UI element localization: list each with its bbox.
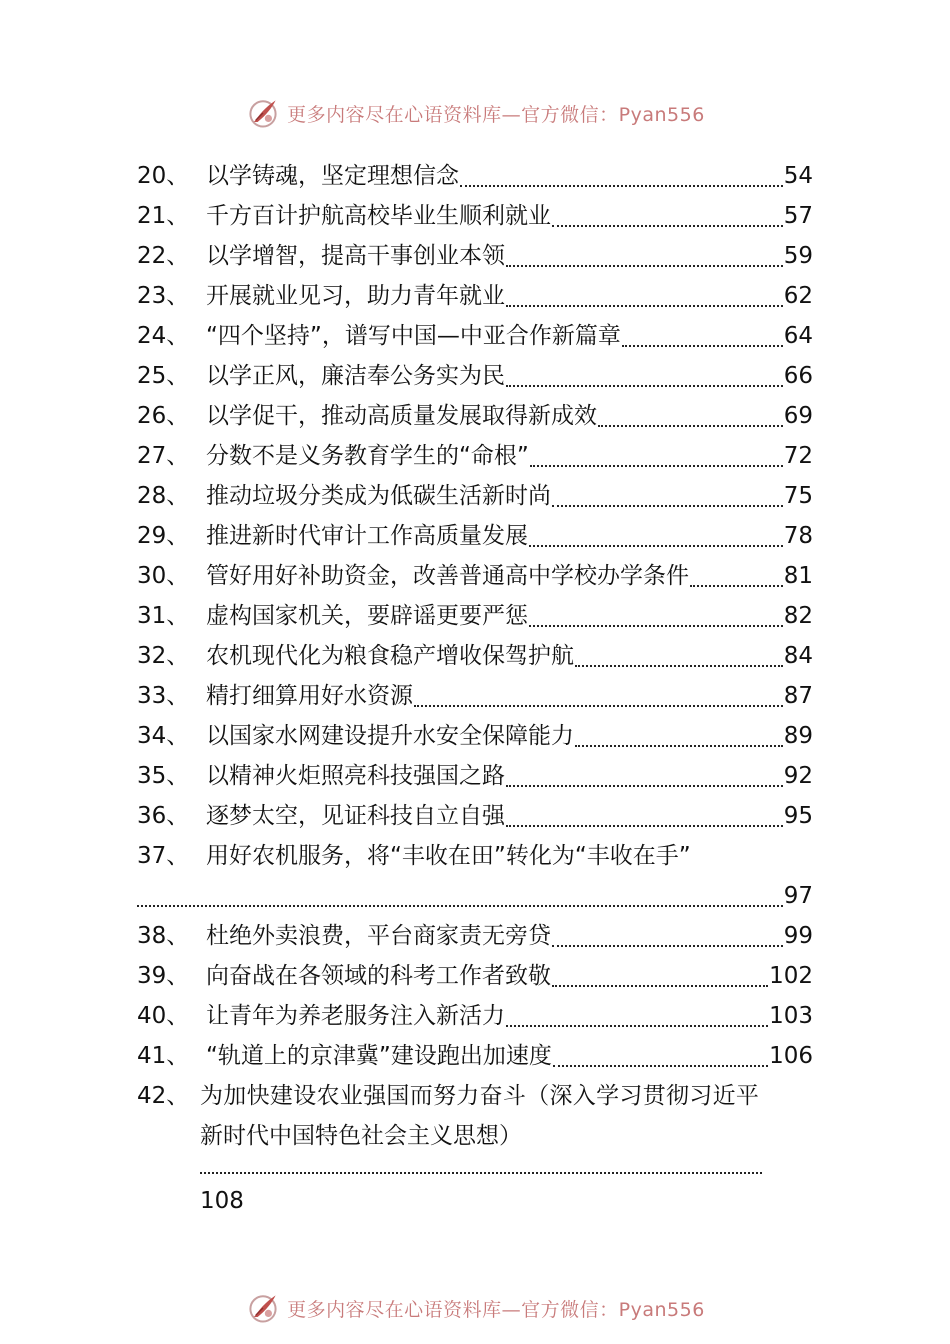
dot-leader	[552, 945, 783, 947]
toc-entry[interactable]	[137, 716, 813, 756]
toc-entry[interactable]	[137, 396, 813, 436]
toc-number: 39、	[137, 963, 190, 989]
toc-entry[interactable]	[137, 1036, 813, 1076]
dot-leader	[414, 705, 783, 707]
toc-number: 25、	[137, 363, 190, 389]
toc-number: 33、	[137, 683, 190, 709]
toc-page-number: 99	[783, 923, 813, 949]
toc-title: 精打细算用好水资源	[206, 683, 413, 709]
dot-leader	[506, 785, 783, 787]
toc-page-number: 92	[783, 763, 813, 789]
toc-page-number: 81	[783, 563, 813, 589]
toc-page-number: 89	[783, 723, 813, 749]
toc-page-number: 66	[783, 363, 813, 389]
toc-page-number: 95	[783, 803, 813, 829]
toc-number: 37、	[137, 843, 190, 869]
toc-number: 35、	[137, 763, 190, 789]
dot-leader	[552, 505, 783, 507]
toc-page-number: 87	[783, 683, 813, 709]
toc-entry[interactable]	[137, 156, 813, 196]
toc-page-number: 106	[769, 1043, 813, 1069]
toc-title: 以国家水网建设提升水安全保障能力	[206, 723, 574, 749]
toc-title: 用好农机服务，将“丰收在田”转化为“丰收在手”	[206, 843, 691, 869]
toc-entry[interactable]	[137, 436, 813, 476]
toc-page-number: 78	[783, 523, 813, 549]
toc-title: 推动垃圾分类成为低碳生活新时尚	[206, 483, 551, 509]
toc-title: 以学铸魂，坚定理想信念	[206, 163, 459, 189]
dot-leader	[575, 745, 783, 747]
toc-number: 21、	[137, 203, 190, 229]
toc-number: 30、	[137, 563, 190, 589]
toc-entry[interactable]	[137, 196, 813, 236]
toc-title: 千方百计护航高校毕业生顺利就业	[206, 203, 551, 229]
dot-leader	[598, 425, 783, 427]
toc-entry[interactable]	[137, 916, 813, 956]
toc-entry[interactable]	[137, 276, 813, 316]
banner-text: 更多内容尽在心语资料库—官方微信：Pyan556	[287, 103, 705, 126]
quill-logo-icon	[245, 95, 281, 131]
toc-title: 逐梦太空，见证科技自立自强	[206, 803, 505, 829]
toc-title: 推进新时代审计工作高质量发展	[206, 523, 528, 549]
dot-leader	[529, 545, 783, 547]
toc-page-number: 69	[783, 403, 813, 429]
dot-leader	[553, 1065, 768, 1067]
toc-page-number: 59	[783, 243, 813, 269]
toc-title: “轨道上的京津冀”建设跑出加速度	[206, 1043, 552, 1069]
toc-number: 32、	[137, 643, 190, 669]
toc-title: 开展就业见习，助力青年就业	[206, 283, 505, 309]
toc-title: 农机现代化为粮食稳产增收保驾护航	[206, 643, 574, 669]
quill-logo-icon	[245, 1290, 281, 1326]
dot-leader	[506, 265, 783, 267]
toc-number: 26、	[137, 403, 190, 429]
toc-number: 36、	[137, 803, 190, 829]
header-banner	[0, 93, 950, 133]
toc-title: 以精神火炬照亮科技强国之路	[206, 763, 505, 789]
toc-title: 让青年为养老服务注入新活力	[206, 1003, 505, 1029]
toc-number: 41、	[137, 1043, 190, 1069]
toc-entry[interactable]	[137, 596, 813, 636]
toc-number: 34、	[137, 723, 190, 749]
toc-title: 杜绝外卖浪费，平台商家责无旁贷	[206, 923, 551, 949]
toc-title: 以学正风，廉洁奉公务实为民	[206, 363, 505, 389]
toc-title: “四个坚持”，谱写中国—中亚合作新篇章	[206, 323, 621, 349]
toc-entry[interactable]	[137, 356, 813, 396]
toc-entry[interactable]	[137, 556, 813, 596]
toc-number: 20、	[137, 163, 190, 189]
toc-page-number: 64	[783, 323, 813, 349]
dot-leader	[137, 905, 783, 907]
dot-leader	[530, 465, 783, 467]
toc-title: 虚构国家机关，要辟谣更要严惩	[206, 603, 528, 629]
toc-page-number: 108	[200, 1188, 244, 1214]
toc-number: 24、	[137, 323, 190, 349]
banner-wechat-id: Pyan556	[618, 1298, 705, 1321]
dot-leader	[552, 985, 768, 987]
toc-entry[interactable]	[137, 676, 813, 716]
banner-wechat-id: Pyan556	[618, 103, 705, 126]
dot-leader	[506, 825, 783, 827]
toc-entry[interactable]	[137, 636, 813, 676]
toc-entry[interactable]	[137, 956, 813, 996]
toc-entry[interactable]	[137, 796, 813, 836]
toc-number: 40、	[137, 1003, 190, 1029]
toc-entry-42[interactable]	[137, 1076, 813, 1216]
banner-text: 更多内容尽在心语资料库—官方微信：Pyan556	[287, 1298, 705, 1321]
toc-entry[interactable]	[137, 236, 813, 276]
toc-title: 向奋战在各领域的科考工作者致敬	[206, 963, 551, 989]
toc-title: 为加快建设农业强国而努力奋斗（深入学习贯彻习近平	[200, 1083, 760, 1109]
dot-leader	[575, 665, 783, 667]
toc-number: 27、	[137, 443, 190, 469]
toc-entry-continuation	[137, 876, 813, 916]
toc-entry[interactable]	[137, 756, 813, 796]
dot-leader	[506, 305, 783, 307]
dot-leader	[506, 385, 783, 387]
dot-leader	[552, 225, 783, 227]
toc-number: 31、	[137, 603, 190, 629]
dot-leader	[460, 185, 783, 187]
toc-page-number: 102	[769, 963, 813, 989]
toc-page-number: 72	[783, 443, 813, 469]
toc-page-number: 97	[783, 883, 813, 909]
toc-title: 分数不是义务教育学生的“命根”	[206, 443, 529, 469]
toc-number: 28、	[137, 483, 190, 509]
toc-page-number: 62	[783, 283, 813, 309]
toc-number: 29、	[137, 523, 190, 549]
toc-number: 38、	[137, 923, 190, 949]
toc-page-number: 75	[783, 483, 813, 509]
toc-page-number: 54	[783, 163, 813, 189]
toc-number: 22、	[137, 243, 190, 269]
toc-entry[interactable]	[137, 996, 813, 1036]
toc-page-number: 82	[783, 603, 813, 629]
toc-page-number: 84	[783, 643, 813, 669]
dot-leader	[200, 1172, 762, 1174]
footer-banner	[0, 1288, 950, 1328]
toc-title: 以学促干，推动高质量发展取得新成效	[206, 403, 597, 429]
toc-entry[interactable]	[137, 476, 813, 516]
toc-number: 42、	[137, 1083, 190, 1109]
toc-entry[interactable]	[137, 836, 813, 876]
dot-leader	[622, 345, 783, 347]
toc-title-continuation: 新时代中国特色社会主义思想）	[200, 1123, 522, 1149]
toc-number: 23、	[137, 283, 190, 309]
dot-leader	[690, 585, 783, 587]
toc-title: 以学增智，提高干事创业本领	[206, 243, 505, 269]
toc-entry[interactable]	[137, 316, 813, 356]
toc-page-number: 103	[769, 1003, 813, 1029]
toc-page-number: 57	[783, 203, 813, 229]
toc-title: 管好用好补助资金，改善普通高中学校办学条件	[206, 563, 689, 589]
dot-leader	[529, 625, 783, 627]
table-of-contents	[137, 156, 813, 1216]
toc-entry[interactable]	[137, 516, 813, 556]
dot-leader	[506, 1025, 768, 1027]
